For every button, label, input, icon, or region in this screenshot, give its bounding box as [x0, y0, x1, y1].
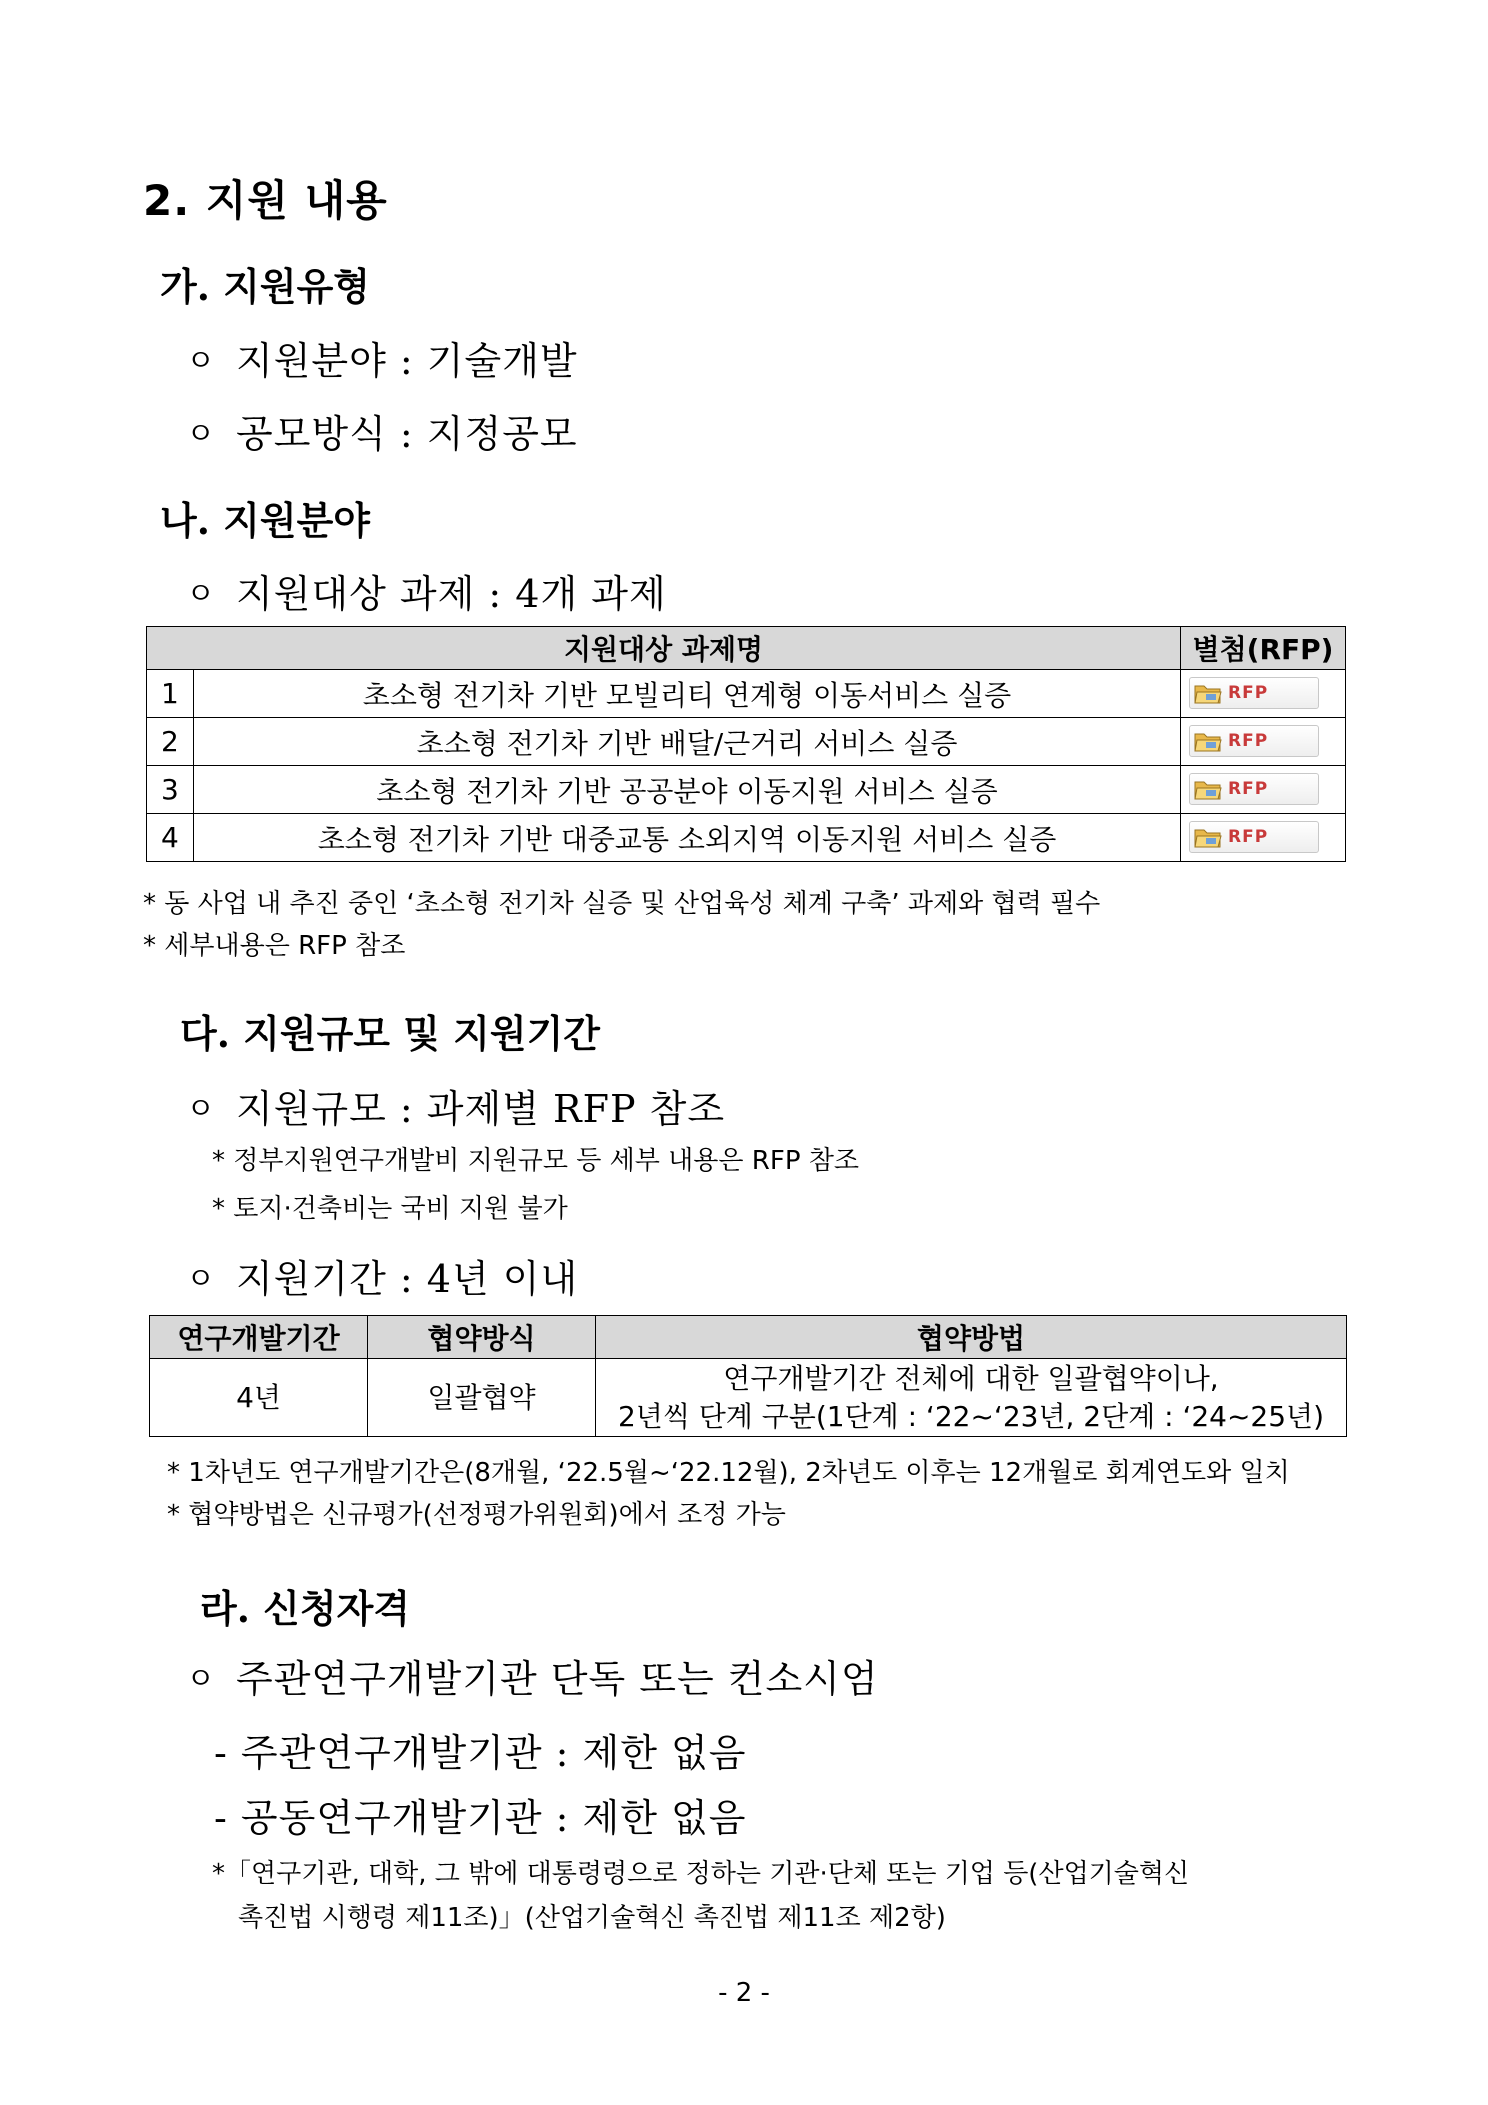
header-rfp: 별첨(RFP) — [1181, 627, 1346, 670]
rfp-cell — [1181, 718, 1346, 766]
table-row — [147, 718, 1346, 766]
header-task-name: 지원대상 과제명 — [147, 627, 1181, 670]
bullet-marker: ㅇ — [186, 344, 216, 379]
note-first-year-period: * 1차년도 연구개발기간은(8개월, ‘22.5월~‘22.12월), 2차년도 이후는 12개월로 회계연도와 일치 — [167, 1458, 1290, 1488]
agreement-method-value — [596, 1359, 1347, 1437]
call-method-line — [186, 403, 578, 458]
bullet-marker: ㅇ — [186, 1662, 216, 1697]
support-scale-line — [186, 1078, 725, 1133]
heading-scale-period: 다. 지원규모 및 지원기간 — [180, 1011, 600, 1056]
note-cooperation: * 동 사업 내 추진 중인 ‘초소형 전기차 실증 및 산업육성 체계 구축’ 과제와 협력 필수 — [143, 889, 1101, 919]
agreement-method-line1: 연구개발기간 전체에 대한 일괄협약이나, — [723, 1361, 1219, 1395]
support-period-text: 지원기간 : 4년 이내 — [236, 1257, 579, 1301]
heading-support-field: 나. 지원분야 — [160, 498, 370, 543]
eligibility-main-line — [186, 1648, 879, 1703]
bullet-marker: ㅇ — [186, 417, 216, 452]
header-rnd-period: 연구개발기간 — [150, 1316, 368, 1359]
bullet-marker: ㅇ — [186, 577, 216, 612]
task-number: 3 — [147, 766, 194, 814]
folder-icon — [1194, 826, 1222, 848]
section-title: 2. 지원 내용 — [143, 176, 388, 225]
rfp-attachment-button[interactable] — [1189, 677, 1319, 709]
note-institution-definition-1: *「연구기관, 대학, 그 밖에 대통령령으로 정하는 기관·단체 또는 기업 등(산업기술혁신 — [212, 1859, 1190, 1889]
period-table — [149, 1315, 1347, 1437]
rfp-cell — [1181, 766, 1346, 814]
period-table-header — [150, 1316, 1347, 1359]
header-agreement-method: 협약방법 — [596, 1316, 1347, 1359]
agreement-type-value: 일괄협약 — [368, 1359, 596, 1437]
table-row — [147, 766, 1346, 814]
target-tasks-text: 지원대상 과제 : 4개 과제 — [236, 572, 667, 616]
folder-icon — [1194, 682, 1222, 704]
note-institution-definition-2: 촉진법 시행령 제11조)」(산업기술혁신 촉진법 제11조 제2항) — [238, 1903, 946, 1933]
rfp-label: RFP — [1228, 730, 1269, 751]
table-row — [147, 814, 1346, 862]
table-row — [147, 670, 1346, 718]
table-row — [150, 1359, 1347, 1437]
task-name: 초소형 전기차 기반 배달/근거리 서비스 실증 — [194, 718, 1181, 766]
folder-icon — [1194, 730, 1222, 752]
note-agreement-adjust: * 협약방법은 신규평가(선정평가위원회)에서 조정 가능 — [167, 1500, 786, 1530]
eligibility-main-text: 주관연구개발기관 단독 또는 컨소시엄 — [236, 1657, 879, 1701]
task-name: 초소형 전기차 기반 공공분야 이동지원 서비스 실증 — [194, 766, 1181, 814]
task-name: 초소형 전기차 기반 모빌리티 연계형 이동서비스 실증 — [194, 670, 1181, 718]
task-number: 2 — [147, 718, 194, 766]
rfp-attachment-button[interactable] — [1189, 773, 1319, 805]
support-scale-text: 지원규모 : 과제별 RFP 참조 — [236, 1087, 726, 1131]
tasks-table — [146, 626, 1346, 862]
folder-icon — [1194, 778, 1222, 800]
agreement-method-line2: 2년씩 단계 구분(1단계 : ‘22~‘23년, 2단계 : ‘24~25년) — [617, 1399, 1325, 1433]
page-number: - 2 - — [718, 1978, 770, 2008]
header-agreement-type: 협약방식 — [368, 1316, 596, 1359]
rfp-cell — [1181, 670, 1346, 718]
target-tasks-line — [186, 563, 667, 618]
heading-eligibility: 라. 신청자격 — [200, 1586, 410, 1631]
bullet-marker: ㅇ — [186, 1092, 216, 1127]
rfp-label: RFP — [1228, 682, 1269, 703]
note-land-building: * 토지·건축비는 국비 지원 불가 — [212, 1194, 568, 1224]
task-number: 4 — [147, 814, 194, 862]
support-field-text: 지원분야 : 기술개발 — [236, 339, 578, 383]
note-scale-detail: * 정부지원연구개발비 지원규모 등 세부 내용은 RFP 참조 — [212, 1146, 859, 1176]
rfp-label: RFP — [1228, 826, 1269, 847]
bullet-marker: ㅇ — [186, 1262, 216, 1297]
rfp-attachment-button[interactable] — [1189, 821, 1319, 853]
tasks-table-header — [147, 627, 1346, 670]
lead-institution-line: - 주관연구개발기관 : 제한 없음 — [214, 1731, 747, 1775]
task-name: 초소형 전기차 기반 대중교통 소외지역 이동지원 서비스 실증 — [194, 814, 1181, 862]
heading-support-type: 가. 지원유형 — [160, 264, 370, 309]
rfp-attachment-button[interactable] — [1189, 725, 1319, 757]
call-method-text: 공모방식 : 지정공모 — [236, 412, 578, 456]
support-period-line — [186, 1248, 578, 1303]
rfp-label: RFP — [1228, 778, 1269, 799]
rnd-period-value: 4년 — [150, 1359, 368, 1437]
support-field-line — [186, 330, 578, 385]
joint-institution-line: - 공동연구개발기관 : 제한 없음 — [214, 1796, 747, 1840]
note-rfp-reference: * 세부내용은 RFP 참조 — [143, 931, 406, 961]
task-number: 1 — [147, 670, 194, 718]
rfp-cell — [1181, 814, 1346, 862]
